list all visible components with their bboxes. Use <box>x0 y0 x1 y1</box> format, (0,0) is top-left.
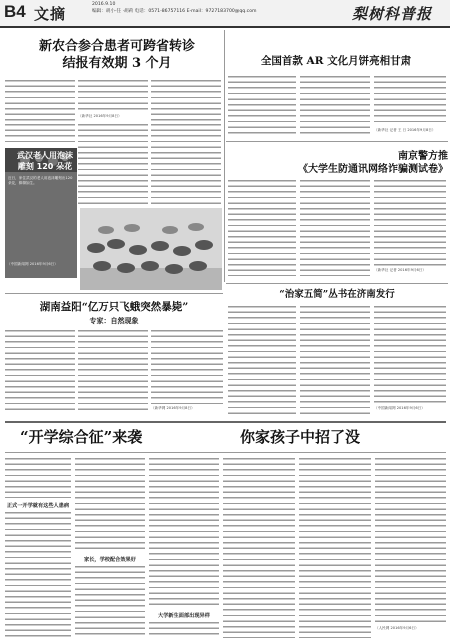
photo-headline <box>14 148 76 172</box>
article-body-text <box>300 180 370 276</box>
news-photo <box>80 208 222 290</box>
photo-headline-line-1: 武汉老人用泡沫 <box>17 151 73 160</box>
article-body-text <box>300 306 370 416</box>
article-body-text <box>151 330 223 404</box>
article-body-text <box>228 180 296 276</box>
article-headline <box>250 150 448 176</box>
article-body-text <box>299 458 371 638</box>
article-source: （人民网 2016年9月6日） <box>375 626 419 630</box>
section-divider <box>226 141 448 142</box>
article-subheading: 家长，学校配合效果好 <box>84 557 136 563</box>
article-body-text <box>75 458 145 552</box>
issue-info <box>92 2 292 15</box>
article-source: （新华社 记者 2016年9月6日） <box>374 268 426 272</box>
article-source: （新华社 2016年9月8日） <box>78 114 122 118</box>
article-body-text <box>300 76 370 136</box>
article-headline: 全国首款 AR 文化月饼亮相甘肃 <box>260 55 412 67</box>
article-body-text <box>228 76 296 136</box>
section-title: 文摘 <box>34 5 67 23</box>
article-body-text <box>78 80 148 113</box>
article-headline: 湖南益阳“亿万只飞蛾突然暴毙” <box>39 301 189 313</box>
article-body-text <box>5 512 71 638</box>
article-body-text <box>223 458 295 638</box>
article-source: （新华网 2016年9月8日） <box>151 406 195 410</box>
article-headline: “治家五简”丛书在济南发行 <box>279 289 395 300</box>
section-divider <box>5 293 223 294</box>
article-source: （新华社 记者 王 日 2016年9月8日） <box>374 128 436 132</box>
section-divider <box>226 283 448 284</box>
feature-headline-left: “开学综合征”来袭 <box>20 428 143 446</box>
masthead: 梨树科普报 <box>352 5 433 23</box>
article-body-text <box>374 76 446 126</box>
article-body-text <box>374 180 446 266</box>
feature-headline-right: 你家孩子中招了没 <box>240 428 361 446</box>
page-number: B4 <box>4 2 26 21</box>
article-body-text <box>149 458 219 608</box>
headline-line-2: 结报有效期 3 个月 <box>62 56 172 71</box>
article-body-text <box>5 330 75 414</box>
article-body-text <box>375 458 446 624</box>
page-header <box>0 0 450 28</box>
issue-date: 2016.9.10 <box>92 2 116 7</box>
article-body-text <box>5 458 71 498</box>
article-headline <box>12 38 222 72</box>
article-body-text <box>151 124 221 204</box>
section-divider <box>5 421 446 423</box>
column-divider <box>224 30 225 282</box>
photo-caption: 近日，家住武汉的老人用泡沫雕刻出120朵花，栩栩如生。 <box>8 176 73 186</box>
article-body-text <box>5 124 75 144</box>
shoes-photo-image <box>80 208 222 290</box>
article-source: （中国新闻网 2016年9月6日） <box>374 406 425 410</box>
headline-line-1: 新农合参合患者可跨省转诊 <box>38 39 195 54</box>
editor-contact: 编辑：胡小·任 ·胡莉 电话：0571-86757116 E-mail：9727183700@qq.com <box>92 8 257 14</box>
article-body-text <box>5 80 75 122</box>
article-subheading: 正式一开学就有这些人患病 <box>6 503 70 509</box>
photo-headline-line-2: 雕刻 120 朵花 <box>17 162 73 171</box>
photo-credit: （中国新闻网 2016年9月6日） <box>7 262 58 266</box>
article-body-text <box>374 306 446 404</box>
article-body-text <box>78 330 148 414</box>
headline-line-2: 《大学生防通讯网络诈骗测试卷》 <box>298 164 448 175</box>
article-body-text <box>228 306 296 416</box>
section-divider <box>5 452 446 453</box>
article-body-text <box>151 80 221 122</box>
article-body-text <box>149 622 219 638</box>
article-body-text <box>75 566 145 638</box>
article-body-text <box>78 124 148 204</box>
article-subtitle: 专家：自然现象 <box>89 317 139 325</box>
headline-line-1: 南京警方推 <box>398 151 448 162</box>
article-subheading: 大学新生面部出现异样 <box>158 613 210 619</box>
